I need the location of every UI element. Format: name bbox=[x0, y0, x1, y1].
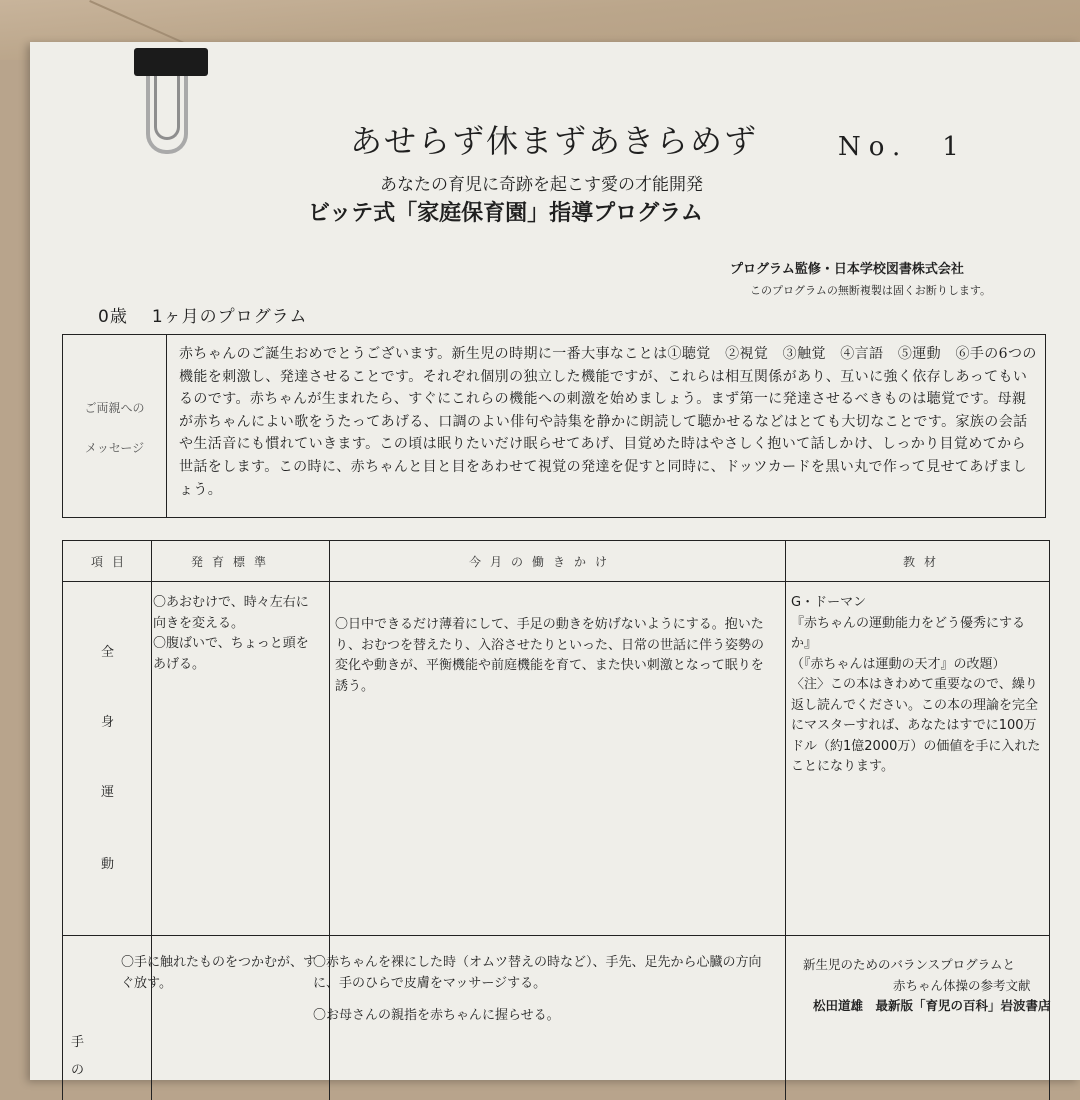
row-divider bbox=[63, 935, 1049, 936]
item-char: の bbox=[71, 1063, 85, 1078]
action-item: 〇赤ちゃんを裸にした時（オムツ替えの時など）、手先、足先から心臓の方向に、手のひらで皮膚をマッサージする。 bbox=[313, 955, 762, 991]
message-label-cell bbox=[63, 335, 167, 517]
program-main-title: ビッテ式「家庭保育園」指導プログラム bbox=[308, 201, 703, 226]
copyright-notice: このプログラムの無断複製は固くお断りします。 bbox=[750, 284, 992, 297]
supervisor-credit: プログラム監修・日本学校図書株式会社 bbox=[730, 262, 964, 277]
item-char: 身 bbox=[101, 715, 115, 730]
message-label-line1: ご両親への bbox=[84, 401, 145, 415]
binder-clip-icon bbox=[134, 48, 208, 76]
column-divider bbox=[785, 541, 786, 1100]
action-cell-motor bbox=[335, 615, 775, 697]
material-book-note: （『赤ちゃんは運動の天才』の改題） bbox=[791, 656, 1006, 672]
header-item: 項目 bbox=[91, 555, 134, 569]
header-material: 教材 bbox=[903, 555, 946, 569]
material-book: 『赤ちゃんの運動能力をどう優秀にするか』 bbox=[791, 615, 1026, 651]
item-char: 手 bbox=[71, 1035, 85, 1050]
material-cell-motor bbox=[791, 593, 1043, 778]
action-item: 〇日中できるだけ薄着にして、手足の動きを妨げないようにする。抱いたり、おむつを替えたり、入浴させたりといった、日常の世話に伴う姿勢の変化や動きが、平衡機能や前庭機能を育て、また快い刺激となって眠りを誘う。 bbox=[335, 617, 765, 694]
header-action: 今月の働きかけ bbox=[469, 555, 617, 569]
standard-item: 〇あおむけで、時々左右に向きを変える。 bbox=[153, 595, 309, 631]
action-item: 〇お母さんの親指を赤ちゃんに握らせる。 bbox=[313, 1008, 560, 1023]
header-standard: 発育標準 bbox=[191, 555, 276, 569]
standard-cell-motor bbox=[153, 593, 321, 675]
action-cell-hand bbox=[313, 953, 773, 1027]
standard-item: 〇手に触れたものをつかむが、すぐ放す。 bbox=[121, 955, 317, 991]
document-sheet bbox=[30, 42, 1080, 1080]
material-line: 新生児のためのバランスプログラムと bbox=[803, 957, 1016, 972]
program-table bbox=[62, 540, 1050, 1100]
message-label-line2: メッセージ bbox=[84, 441, 145, 455]
document-number: No. 1 bbox=[838, 132, 967, 162]
material-line: 赤ちゃん体操の参考文献 bbox=[893, 977, 1031, 993]
message-text: 赤ちゃんのご誕生おめでとうございます。新生児の時期に一番大事なことは①聴覚 ②視覚 ③触覚 ④言語 ⑤運動 ⑥手の6つの機能を刺激し、発達させることです。それぞれ個別の独立した機能ですが、これらは相互関係があり、互いに強く依存しあってもいるのです。赤ちゃんが生まれたら、すぐにこれらの機能への刺激を始めましょう。まず第一に発達させるべきものは聴覚です。母親が赤ちゃんによい歌をうたってあげる、口調のよい俳句や詩集を静かに朗読して聴かせるなどはとても大切なことです。家族の会話や生活音にも慣れていきます。この頃は眠りたいだけ眠らせてあげ、目覚めた時はやさしく抱いて話しかけ、しっかり目覚めてから世話をします。この時に、赤ちゃんと目と目をあわせて視覚の発達を促すと同時に、ドッツカードを黒い丸で作って見せてあげましょう。 bbox=[179, 346, 1037, 498]
material-author: G・ドーマン bbox=[791, 595, 867, 610]
document-title: あせらず休まずあきらめず bbox=[350, 122, 759, 160]
program-age-heading bbox=[98, 302, 307, 327]
document-subtitle: あなたの育児に奇跡を起こす愛の才能開発 bbox=[380, 175, 703, 195]
material-note: 〈注〉この本はきわめて重要なので、繰り返し読んでください。この本の理論を完全にマスターすれば、あなたはすでに100万ドル（約1億2000万）の価値を手に入れたことになります。 bbox=[791, 677, 1041, 774]
month-label: 1ヶ月のプログラム bbox=[151, 307, 308, 327]
standard-cell-hand bbox=[121, 953, 321, 994]
material-line: 松田道雄 最新版「育児の百科」岩波書店 bbox=[813, 998, 1051, 1013]
standard-item: 〇腹ばいで、ちょっと頭をあげる。 bbox=[153, 636, 309, 672]
binder-clip-inner-handle bbox=[154, 70, 180, 140]
header-row-divider bbox=[63, 581, 1049, 582]
material-cell-hand bbox=[803, 955, 1053, 1017]
item-char: 動 bbox=[101, 857, 115, 872]
item-char: 運 bbox=[101, 785, 115, 800]
column-divider bbox=[151, 541, 152, 1100]
item-char: 全 bbox=[101, 645, 115, 660]
parent-message-box bbox=[62, 334, 1046, 518]
age-label: 0歳 bbox=[98, 307, 128, 327]
